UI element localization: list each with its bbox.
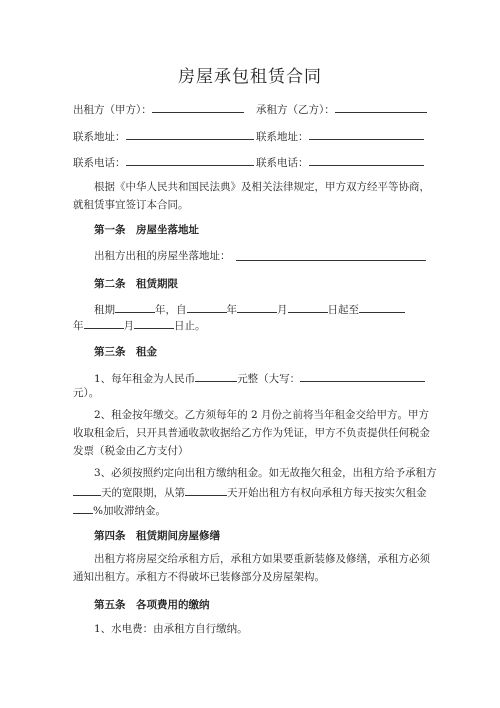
term-line-2 [73, 317, 206, 333]
rent-amount-label: 1、每年租金为人民币 [94, 373, 196, 385]
start-month-label: 月 [277, 304, 288, 316]
end-year-blank[interactable] [359, 301, 405, 313]
repair-clause: 出租方将房屋交给承租方后，承租方如果要重新装修及修缮，承租方必须通知出租方。承租方不得破坏已装修部分及房屋架构。 [73, 553, 430, 583]
start-month-blank[interactable] [237, 301, 277, 313]
lessor-phone-blank[interactable] [126, 154, 254, 166]
lessor-address-blank[interactable] [126, 128, 254, 140]
document-title: 房屋承包租赁合同 [178, 67, 322, 87]
late-fee-rate-blank[interactable] [73, 502, 93, 514]
start-day-blank[interactable] [288, 301, 328, 313]
rent-unit-label: 元）。 [73, 387, 100, 399]
start-year-blank[interactable] [187, 301, 227, 313]
late-line-3 [73, 502, 166, 518]
lessor-line [73, 101, 244, 117]
late-line-2 [73, 484, 427, 500]
article4-heading: 第四条 租赁期间房屋修缮 [94, 530, 220, 542]
article2-heading: 第二条 租赁期限 [94, 278, 178, 290]
start-day-count-blank[interactable] [185, 484, 227, 496]
article5-heading: 第五条 各项费用的缴纳 [94, 599, 210, 611]
term-line-1 [94, 301, 405, 317]
term-year-label: 年，自 [155, 304, 187, 316]
start-day-label: 日起至 [327, 304, 359, 316]
start-year-label: 年 [226, 304, 237, 316]
rent-uppercase-label: 元整（大写： [237, 373, 301, 385]
rent-line-2 [73, 386, 99, 400]
preamble: 根据《中华人民共和国民法典》及相关法律规定，甲方双方经平等协商，就租赁事宜签订本合同。 [73, 181, 430, 211]
article1-line [94, 249, 231, 263]
utility-clause: 1、水电费：由承租方自行缴纳。 [94, 623, 248, 635]
rent-uppercase-blank[interactable] [300, 370, 425, 382]
lessee-phone-line [256, 154, 424, 170]
lessee-address-blank[interactable] [309, 128, 424, 140]
lessee-line [256, 101, 427, 117]
rent-line-1 [94, 370, 425, 386]
late-clause-a: 3、必须按照约定向出租方缴纳租金。如无故拖欠租金，出租方给予承租方 [94, 467, 437, 479]
property-address-blank[interactable] [236, 249, 426, 261]
term-prefix: 租期 [94, 304, 115, 316]
end-year-label: 年 [73, 320, 84, 332]
lessor-phone-line [73, 154, 254, 170]
lessor-address-line [73, 128, 254, 144]
lessor-label: 出租方（甲方）： [73, 104, 152, 116]
lessee-phone-label: 联系电话： [256, 157, 309, 169]
lessor-phone-label: 联系电话： [73, 157, 126, 169]
rent-payment-clause: 2、租金按年缴交。乙方须每年的 2 月份之前将当年租金交给甲方。甲方收取租金后，只开具普通收款收据给乙方作为凭证，甲方不负责提供任何税金发票（税金由乙方支付） [73, 409, 430, 457]
article3-heading: 第三条 租金 [94, 346, 157, 358]
late-clause-c: 天开始出租方有权向承租方每天按实欠租金 [227, 487, 427, 499]
end-day-blank[interactable] [134, 317, 174, 329]
lessor-blank[interactable] [152, 101, 244, 113]
lessor-address-label: 联系地址： [73, 131, 126, 143]
lessee-blank[interactable] [335, 101, 427, 113]
late-clause-d: %加收滞纳金。 [93, 505, 166, 517]
rent-amount-blank[interactable] [195, 370, 237, 382]
article1-text: 出租方出租的房屋坐落地址： [94, 250, 231, 262]
end-month-blank[interactable] [84, 317, 124, 329]
lessee-label: 承租方（乙方）： [256, 104, 335, 116]
grace-days-blank[interactable] [73, 484, 101, 496]
term-years-blank[interactable] [115, 301, 155, 313]
lessee-address-line [256, 128, 424, 144]
lessee-address-label: 联系地址： [256, 131, 309, 143]
article1-heading: 第一条 房屋坐落地址 [94, 224, 199, 236]
late-clause-b: 天的宽限期，从第 [101, 487, 185, 499]
end-day-label: 日止。 [174, 320, 206, 332]
end-month-label: 月 [123, 320, 134, 332]
late-line-1 [94, 466, 437, 480]
lessee-phone-blank[interactable] [309, 154, 424, 166]
